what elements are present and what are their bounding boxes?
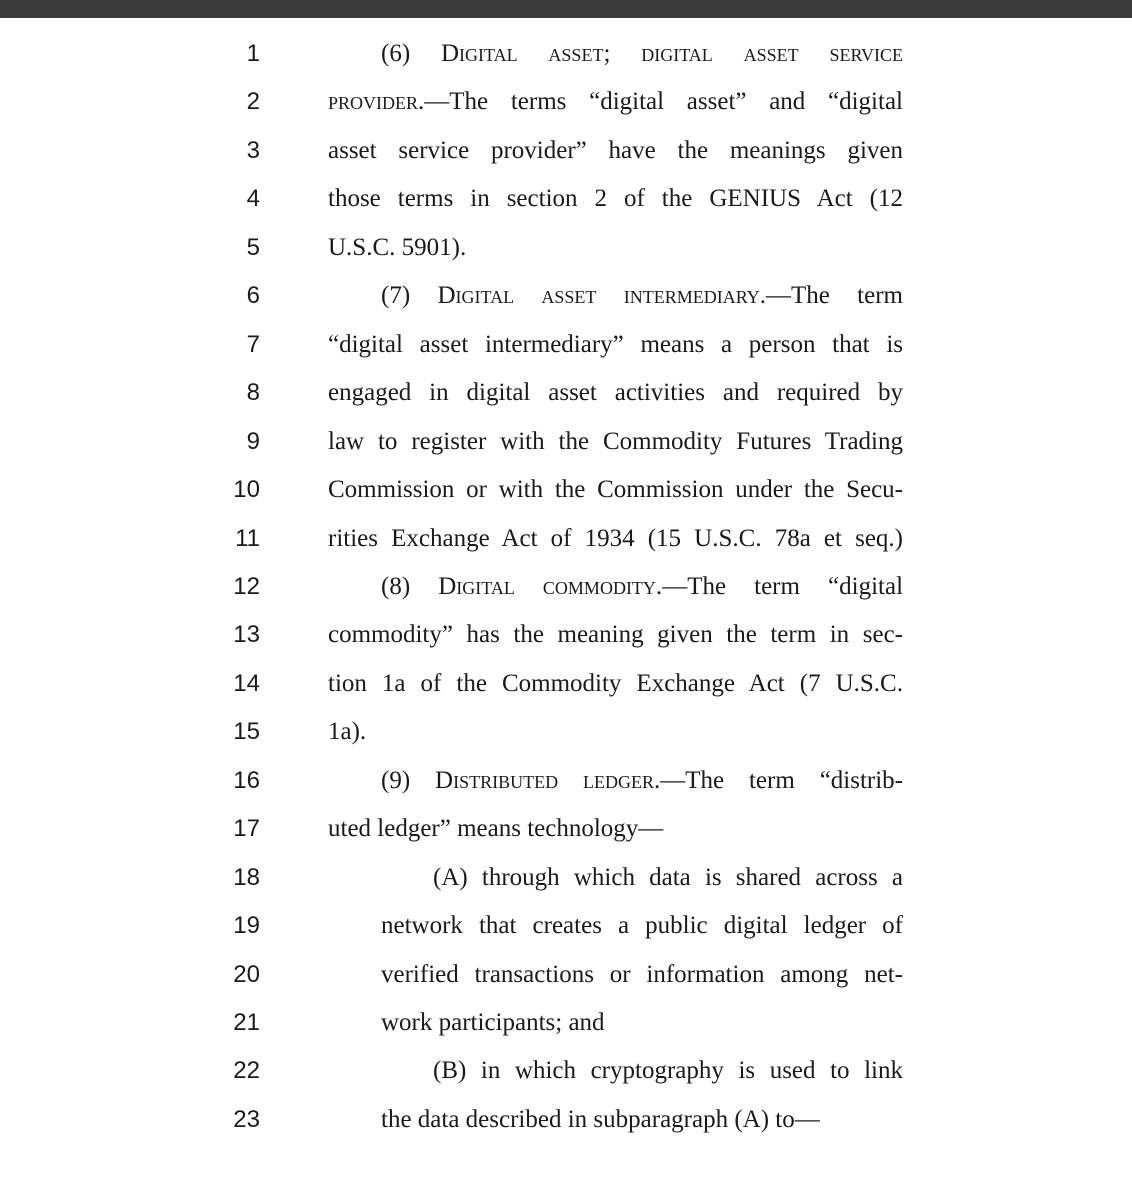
document-line bbox=[0, 708, 1132, 756]
text-segment: —The term “distrib- bbox=[660, 766, 903, 794]
line-text bbox=[381, 951, 903, 999]
text-segment: 1a). bbox=[328, 718, 367, 746]
line-text bbox=[328, 224, 903, 272]
document-line bbox=[0, 1096, 1132, 1144]
line-number: 9 bbox=[246, 427, 260, 455]
line-number: 3 bbox=[246, 136, 260, 164]
text-segment: —The terms “digital asset” and “digital bbox=[424, 88, 903, 116]
document-line bbox=[0, 78, 1132, 126]
text-segment: (9) bbox=[381, 766, 436, 794]
line-number: 12 bbox=[233, 572, 260, 600]
text-segment: U.S.C. 5901). bbox=[328, 233, 467, 261]
text-segment: the data described in subparagraph (A) to— bbox=[381, 1105, 820, 1133]
viewer-top-bar bbox=[0, 0, 1132, 18]
text-segment: law to register with the Commodity Futures Trading bbox=[328, 427, 903, 455]
line-number: 21 bbox=[233, 1009, 260, 1036]
line-number: 13 bbox=[233, 621, 260, 649]
text-segment: “digital asset intermediary” means a person that is bbox=[328, 330, 903, 358]
document-line bbox=[0, 272, 1132, 320]
line-number: 4 bbox=[246, 185, 260, 213]
text-segment: work participants; and bbox=[381, 1009, 605, 1036]
text-segment: engaged in digital asset activities and required by bbox=[328, 379, 903, 407]
document-line bbox=[0, 321, 1132, 369]
document-line bbox=[0, 951, 1132, 999]
line-number: 2 bbox=[246, 88, 260, 116]
line-number: 19 bbox=[233, 912, 260, 940]
line-number: 5 bbox=[246, 233, 260, 261]
text-segment: Commission or with the Commission under the Secu- bbox=[328, 476, 903, 504]
text-segment: network that creates a public digital ledger of bbox=[381, 912, 903, 940]
document-line bbox=[0, 175, 1132, 223]
document-line bbox=[0, 854, 1132, 902]
line-number: 20 bbox=[233, 960, 260, 988]
line-text bbox=[328, 321, 903, 369]
text-segment: uted ledger” means technology— bbox=[328, 815, 664, 843]
document-line bbox=[0, 805, 1132, 853]
paragraph-heading: provider. bbox=[328, 88, 425, 116]
document-line bbox=[0, 224, 1132, 272]
line-number: 22 bbox=[233, 1057, 260, 1085]
text-segment: (6) bbox=[381, 40, 441, 67]
document-line bbox=[0, 515, 1132, 563]
line-number: 17 bbox=[233, 815, 260, 843]
line-text bbox=[328, 175, 903, 223]
document-line bbox=[0, 127, 1132, 175]
text-segment: (A) through which data is shared across a bbox=[433, 863, 903, 891]
paragraph-heading: Digital asset; digital asset service bbox=[441, 40, 903, 67]
text-segment: (B) in which cryptography is used to link bbox=[433, 1057, 903, 1085]
line-text bbox=[381, 757, 903, 805]
line-text bbox=[381, 272, 903, 320]
line-text bbox=[328, 369, 903, 417]
document-line bbox=[0, 466, 1132, 514]
line-text bbox=[328, 611, 903, 659]
document-line bbox=[0, 660, 1132, 708]
line-number: 10 bbox=[233, 476, 260, 504]
line-text bbox=[381, 902, 903, 950]
text-segment: rities Exchange Act of 1934 (15 U.S.C. 78a et seq.) bbox=[328, 524, 903, 552]
document-line bbox=[0, 611, 1132, 659]
text-segment: (7) bbox=[381, 282, 438, 310]
line-text bbox=[381, 999, 903, 1047]
line-number: 1 bbox=[246, 40, 260, 67]
document-line bbox=[0, 30, 1132, 78]
line-text bbox=[328, 708, 903, 756]
line-number: 18 bbox=[233, 863, 260, 891]
line-number: 8 bbox=[246, 379, 260, 407]
line-text bbox=[381, 30, 903, 78]
line-text bbox=[328, 466, 903, 514]
document-line bbox=[0, 902, 1132, 950]
text-segment: verified transactions or information among net- bbox=[381, 960, 903, 988]
text-segment: those terms in section 2 of the GENIUS Act (12 bbox=[328, 185, 903, 213]
line-number: 6 bbox=[246, 282, 260, 310]
paragraph-heading: Digital asset intermediary. bbox=[437, 282, 766, 310]
text-segment: tion 1a of the Commodity Exchange Act (7 U.S.C. bbox=[328, 669, 903, 697]
text-segment: —The term “digital bbox=[662, 572, 903, 600]
line-number: 16 bbox=[233, 766, 260, 794]
line-text bbox=[328, 127, 903, 175]
line-text bbox=[381, 1096, 903, 1144]
document-line bbox=[0, 418, 1132, 466]
document-line bbox=[0, 999, 1132, 1047]
document-page bbox=[0, 18, 1132, 1200]
line-text bbox=[433, 854, 903, 902]
document-line bbox=[0, 369, 1132, 417]
line-text bbox=[328, 418, 903, 466]
document-line bbox=[0, 563, 1132, 611]
text-segment: —The term bbox=[765, 282, 903, 310]
line-text bbox=[328, 78, 903, 126]
line-text bbox=[328, 660, 903, 708]
document-line bbox=[0, 757, 1132, 805]
line-text bbox=[328, 515, 903, 563]
document-line bbox=[0, 1047, 1132, 1095]
line-number: 23 bbox=[233, 1105, 260, 1133]
line-number: 15 bbox=[233, 718, 260, 746]
text-segment: (8) bbox=[381, 572, 439, 600]
text-segment: asset service provider” have the meanings given bbox=[328, 136, 903, 164]
line-text bbox=[328, 805, 903, 853]
line-number: 14 bbox=[233, 669, 260, 697]
line-number: 11 bbox=[235, 524, 260, 552]
paragraph-heading: Distributed ledger. bbox=[435, 766, 661, 794]
paragraph-heading: Digital commodity. bbox=[438, 572, 663, 600]
line-number: 7 bbox=[246, 330, 260, 358]
text-segment: commodity” has the meaning given the term in sec- bbox=[328, 621, 903, 649]
line-text bbox=[433, 1047, 903, 1095]
line-text bbox=[381, 563, 903, 611]
